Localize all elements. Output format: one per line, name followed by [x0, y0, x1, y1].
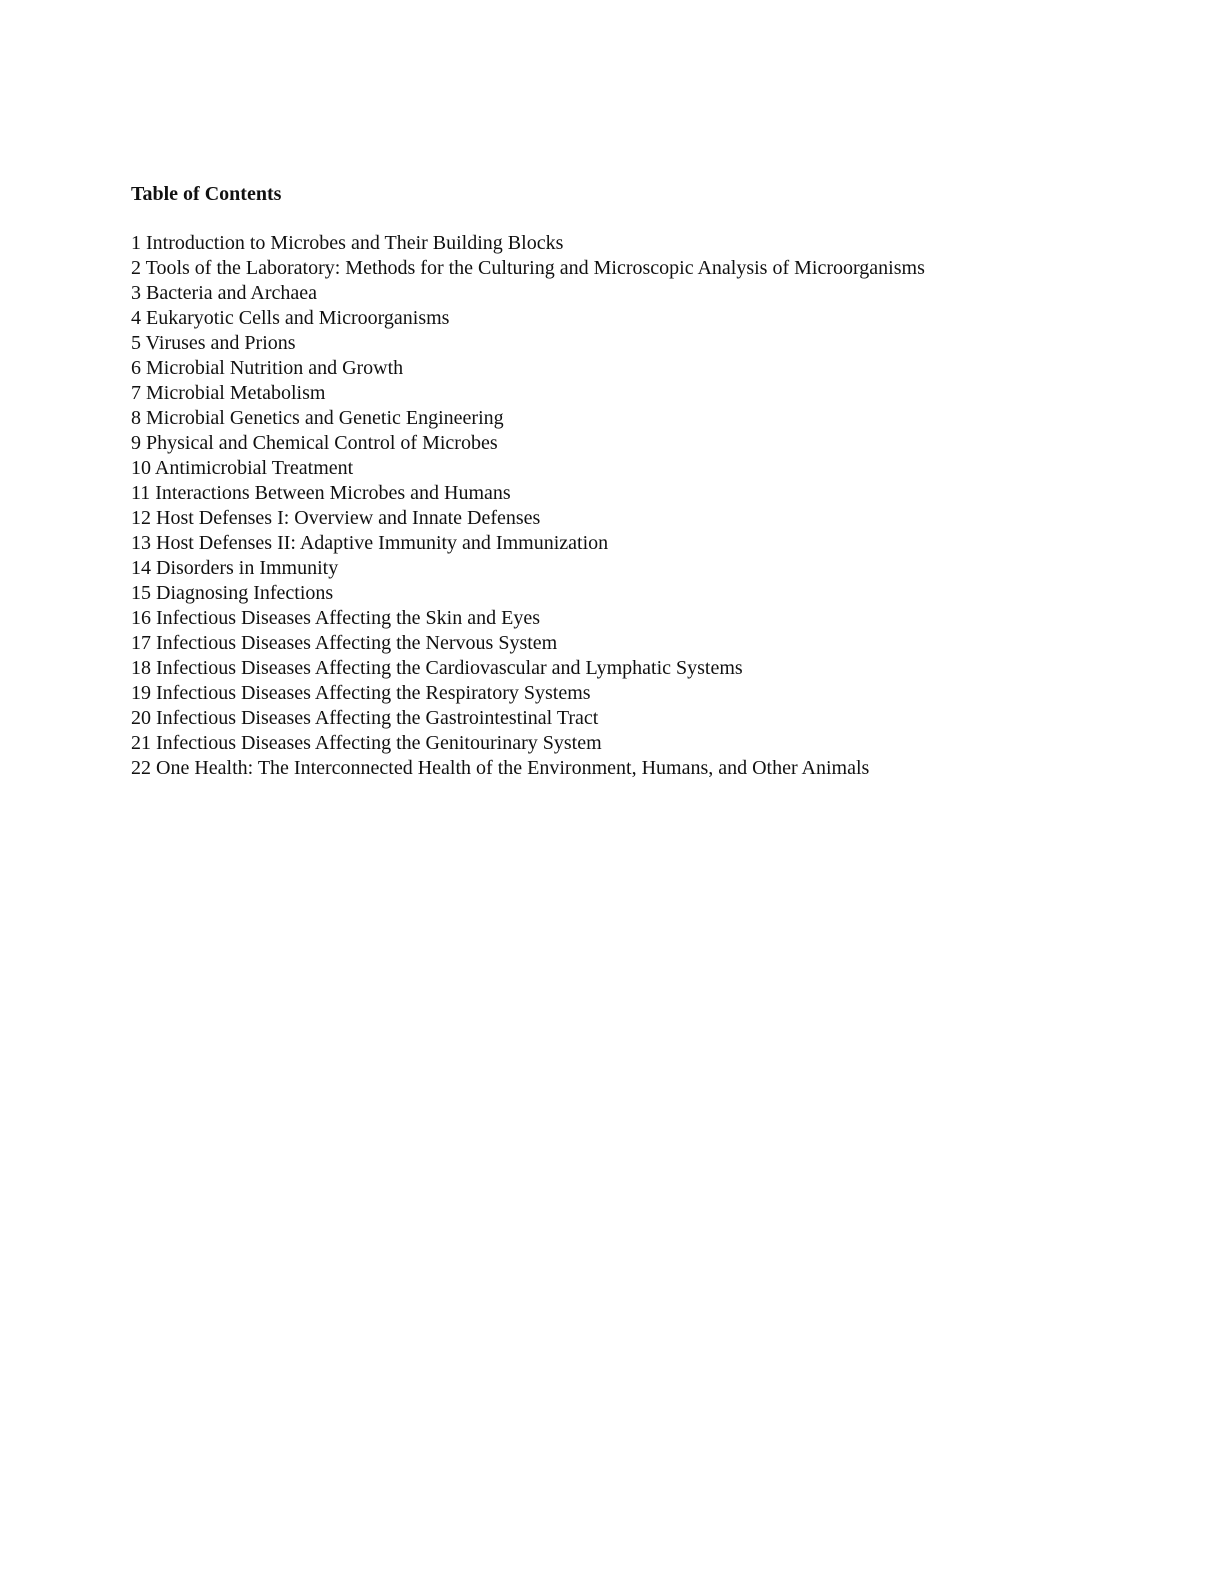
- toc-entry: 8 Microbial Genetics and Genetic Engineering: [131, 407, 504, 429]
- toc-entry: 9 Physical and Chemical Control of Microbes: [131, 432, 498, 454]
- toc-entry: 5 Viruses and Prions: [131, 332, 296, 354]
- toc-entry: 19 Infectious Diseases Affecting the Respiratory Systems: [131, 682, 591, 704]
- table-of-contents: [131, 181, 1131, 781]
- toc-entry: 10 Antimicrobial Treatment: [131, 457, 354, 479]
- toc-entry: 14 Disorders in Immunity: [131, 557, 339, 579]
- toc-entry: 18 Infectious Diseases Affecting the Cardiovascular and Lymphatic Systems: [131, 657, 743, 679]
- toc-entry: 3 Bacteria and Archaea: [131, 282, 318, 304]
- toc-entry: 22 One Health: The Interconnected Health of the Environment, Humans, and Other Animals: [131, 757, 870, 779]
- toc-entry: 4 Eukaryotic Cells and Microorganisms: [131, 307, 450, 329]
- toc-entry: 7 Microbial Metabolism: [131, 382, 326, 404]
- toc-entry: 16 Infectious Diseases Affecting the Skin and Eyes: [131, 607, 540, 629]
- toc-entry: 2 Tools of the Laboratory: Methods for the Culturing and Microscopic Analysis of Microorganisms: [131, 257, 925, 279]
- toc-entry: 12 Host Defenses I: Overview and Innate Defenses: [131, 507, 541, 529]
- toc-entry: 15 Diagnosing Infections: [131, 582, 334, 604]
- toc-entry: 17 Infectious Diseases Affecting the Nervous System: [131, 632, 558, 654]
- toc-entry: 11 Interactions Between Microbes and Humans: [131, 482, 511, 504]
- toc-entry: 13 Host Defenses II: Adaptive Immunity and Immunization: [131, 532, 609, 554]
- toc-entry: 1 Introduction to Microbes and Their Building Blocks: [131, 232, 564, 254]
- toc-entry: 20 Infectious Diseases Affecting the Gastrointestinal Tract: [131, 707, 599, 729]
- toc-entry: 21 Infectious Diseases Affecting the Genitourinary System: [131, 732, 602, 754]
- toc-heading: Table of Contents: [131, 183, 282, 205]
- toc-list: [131, 231, 1131, 781]
- toc-entry: 6 Microbial Nutrition and Growth: [131, 357, 404, 379]
